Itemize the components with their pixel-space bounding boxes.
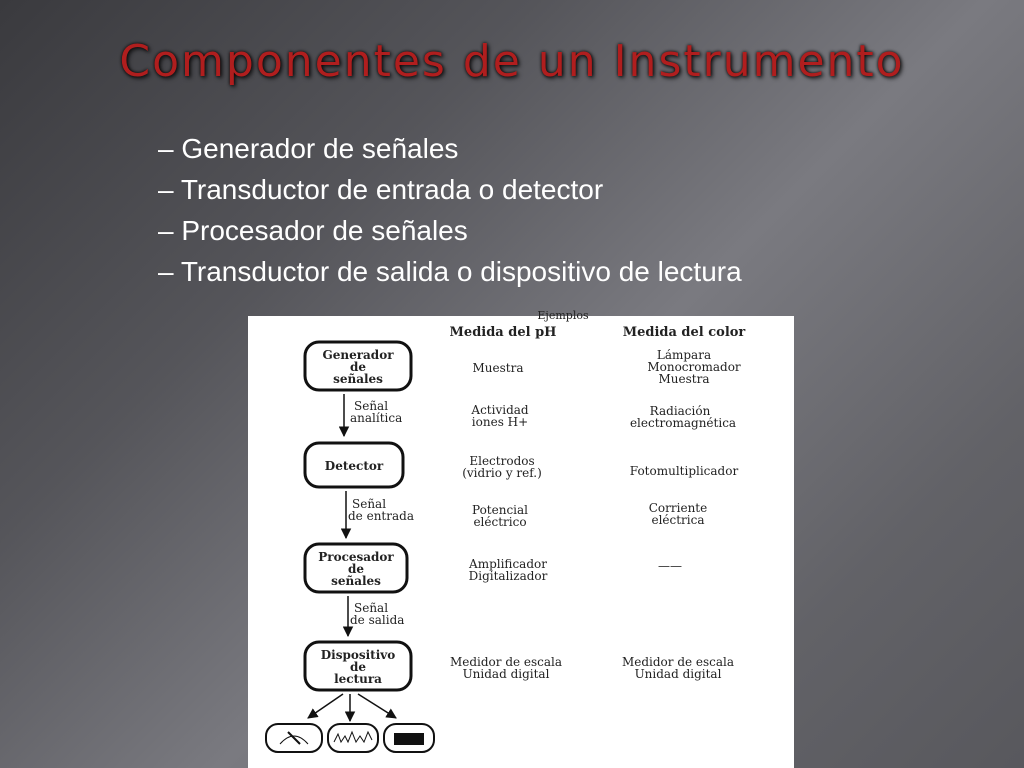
- signal-label: analítica: [350, 411, 403, 425]
- color-example: Fotomultiplicador: [629, 464, 739, 478]
- block-label: señales: [331, 574, 381, 588]
- block-label: Procesador: [318, 550, 394, 564]
- instrument-diagram: [248, 309, 794, 768]
- block-label: de: [347, 562, 365, 576]
- block-label: lectura: [334, 672, 382, 686]
- bullet-item: – Procesador de señales: [158, 215, 468, 246]
- color-example: Lámpara: [656, 348, 712, 362]
- color-example: Radiación: [649, 404, 711, 418]
- block-label: Detector: [324, 459, 384, 473]
- color-example: eléctrica: [651, 513, 705, 527]
- signal-label: Señal: [352, 497, 387, 511]
- ph-example: Actividad: [471, 403, 529, 417]
- signal-label: Señal: [354, 601, 389, 615]
- color-example: Monocromador: [647, 360, 741, 374]
- bullet-item: – Transductor de salida o dispositivo de lectura: [158, 256, 742, 287]
- ph-example: Electrodos: [469, 454, 535, 468]
- color-example: Unidad digital: [634, 667, 722, 681]
- ph-example: Amplificador: [469, 557, 547, 571]
- signal-label: Señal: [354, 399, 389, 413]
- ph-example: eléctrico: [473, 515, 527, 529]
- ph-example: iones H+: [471, 415, 529, 429]
- block-label: de: [349, 360, 367, 374]
- analog-meter-icon: [266, 724, 322, 752]
- component-list: [158, 128, 742, 292]
- block-label: señales: [333, 372, 383, 386]
- block-label: de: [349, 660, 367, 674]
- chart-recorder-icon: [328, 724, 378, 752]
- digital-display-icon: [384, 724, 434, 752]
- flow-arrow: [358, 694, 396, 718]
- ph-example: Digitalizador: [468, 569, 548, 583]
- column-header-ph: Medida del pH: [449, 325, 557, 340]
- color-example: Medidor de escala: [621, 655, 735, 669]
- color-example: ——: [658, 559, 682, 573]
- signal-label: de entrada: [348, 509, 414, 523]
- signal-label: de salida: [350, 613, 405, 627]
- block-detector: [305, 443, 403, 487]
- color-example: electromagnética: [629, 416, 737, 430]
- block-processor: [305, 544, 407, 592]
- bullet-item: – Generador de señales: [158, 133, 459, 164]
- color-example: Muestra: [658, 372, 710, 386]
- flow-arrow: [308, 694, 343, 718]
- ph-example: Unidad digital: [462, 667, 550, 681]
- ph-example: Potencial: [471, 503, 529, 517]
- ph-example: (vidrio y ref.): [462, 466, 542, 480]
- color-example: Corriente: [648, 501, 708, 515]
- examples-label: Ejemplos: [537, 309, 589, 322]
- block-label: Generador: [322, 348, 394, 362]
- column-header-color: Medida del color: [622, 325, 746, 340]
- block-generator: [305, 342, 411, 390]
- ph-example: Muestra: [472, 361, 524, 375]
- diagram-canvas: [248, 309, 794, 768]
- block-readout: [305, 642, 411, 690]
- bullet-item: – Transductor de entrada o detector: [158, 174, 604, 205]
- block-label: Dispositivo: [320, 648, 396, 662]
- ph-example: Medidor de escala: [449, 655, 563, 669]
- slide-title: Componentes de un Instrumento: [119, 36, 905, 87]
